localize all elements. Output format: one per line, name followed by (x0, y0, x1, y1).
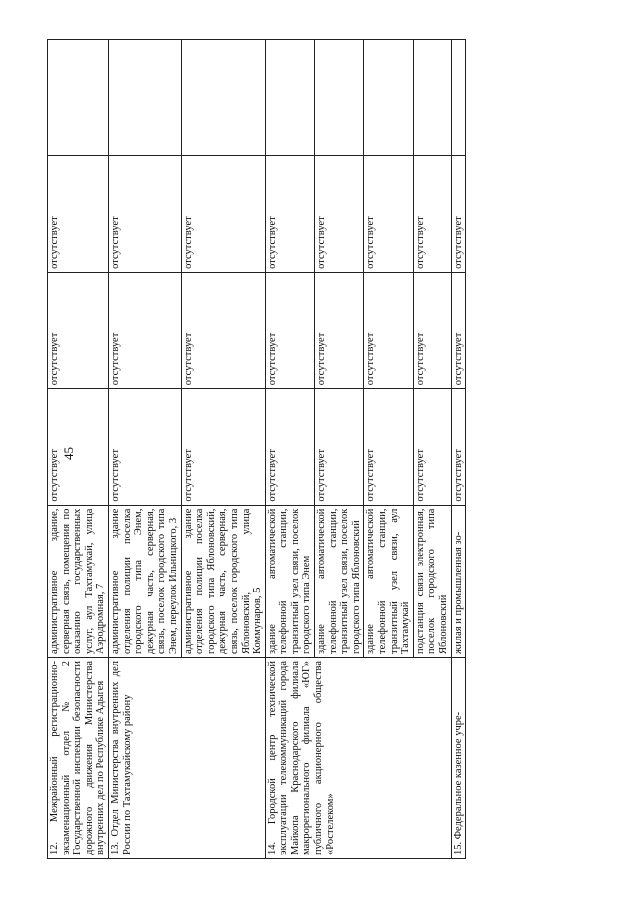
value-cell (265, 40, 314, 156)
value-cell: отсутствует (48, 389, 109, 505)
value-cell: отсутствует (181, 156, 265, 272)
value-cell (181, 40, 265, 156)
value-cell: отсутствует (265, 389, 314, 505)
table-row (48, 40, 109, 859)
value-cell: отсутствует (451, 156, 466, 272)
value-cell: отсутствует (413, 156, 451, 272)
value-cell (364, 40, 413, 156)
value-cell: отсутствует (413, 272, 451, 388)
address-cell: административное здание отделения полиции поселка городского типа Яблоновский, дежурная часть, серверная, связь, поселок городского типа Яблоновский, улица Коммунаров, 5 (181, 505, 265, 657)
organization-cell: 12. Межрайонный регистрационно-экзаменационный отдел № 2 Государственной инспекции безопасности дорожного движения Министерства внутренних дел по Республике Адыгея (48, 657, 109, 858)
value-cell: отсутствует (48, 156, 109, 272)
organization-cell: 13. Отдел Министерства внутренних дел России по Тахтамукайскому району (108, 657, 265, 858)
address-cell: здание автоматической телефонной станции, транзитный узел связи, поселок городского типа Энем (265, 505, 314, 657)
facilities-table (47, 39, 466, 859)
value-cell: отсутствует (181, 389, 265, 505)
value-cell: отсутствует (451, 272, 466, 388)
page-number: 45 (61, 447, 76, 460)
value-cell: отсутствует (413, 389, 451, 505)
value-cell: отсутствует (364, 272, 413, 388)
value-cell: отсутствует (108, 272, 181, 388)
value-cell: отсутствует (181, 272, 265, 388)
value-cell: отсутствует (265, 156, 314, 272)
value-cell: отсутствует (108, 389, 181, 505)
value-cell (315, 40, 364, 156)
table-row (265, 40, 314, 859)
value-cell (451, 40, 466, 156)
value-cell (413, 40, 451, 156)
value-cell: отсутствует (315, 156, 364, 272)
address-cell: здание автоматической телефонной станции, транзитный узел связи, поселок городского типа Яблоновский (315, 505, 364, 657)
value-cell: отсутствует (451, 389, 466, 505)
address-cell: административное здание, серверная связь, помещения по оказанию государственных услуг, аул Тахтамукай, улица Аэродромная, 7 (48, 505, 109, 657)
value-cell: отсутствует (48, 272, 109, 388)
value-cell: отсутствует (315, 272, 364, 388)
table-row (451, 40, 466, 859)
value-cell: отсутствует (315, 389, 364, 505)
address-cell: жилая и промышленная зо- (451, 505, 466, 657)
organization-cell: 15. Федеральное казенное учре- (451, 657, 466, 858)
value-cell (108, 40, 181, 156)
value-cell: отсутствует (265, 272, 314, 388)
rotated-table-container (47, 39, 603, 859)
address-cell: административное здание отделения полиции поселка городского типа Энем, дежурная часть, серверная, связь, поселок городского типа Энем, переулок Ильницкого, 3 (108, 505, 181, 657)
value-cell: отсутствует (364, 156, 413, 272)
address-cell: подстанция связи электронная, поселок городского типа Яблоновский (413, 505, 451, 657)
value-cell: отсутствует (108, 156, 181, 272)
address-cell: здание автоматической телефонной станции, транзитный узел связи, аул Тахтамукай (364, 505, 413, 657)
value-cell (48, 40, 109, 156)
table-row (108, 40, 181, 859)
organization-cell: 14. Городской центр технической эксплуатации телекоммуникаций города Майкопа Краснодарского филиала макрорегионального филиала «ЮГ» публичного акционерного общества «Ростелеком» (265, 657, 451, 858)
value-cell: отсутствует (364, 389, 413, 505)
